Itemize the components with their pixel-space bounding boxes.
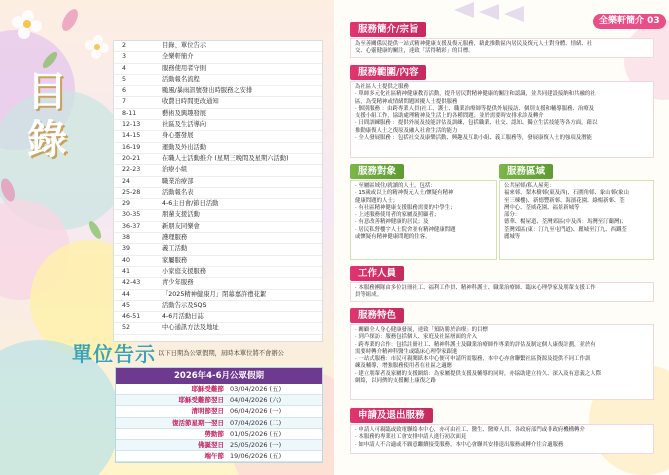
page-tag-label: 全樂軒簡介 bbox=[599, 16, 645, 26]
holiday-row bbox=[116, 418, 322, 429]
toc-row bbox=[114, 323, 322, 334]
toc-page: 22-23 bbox=[122, 166, 141, 174]
section-line: ‧ 一站式服務：市民可親閱紙本中心便可申請所需服務，本中心亦會聯繫社區資源及提供不同工作訓 bbox=[355, 356, 591, 363]
toc-title: 新朋友同樂會 bbox=[162, 222, 200, 230]
section-line: 或懷疑有精神健康問題的住客。 bbox=[355, 234, 431, 241]
toc-title: 活動報名流程 bbox=[162, 75, 200, 83]
section-line: ‧ 單師多元化社區精神健康教育活動，提升居民對精神健康的關注和認識，並共同建設接納和共融的社 bbox=[355, 91, 596, 98]
holiday-date: 03/04/2026 (五) bbox=[230, 385, 282, 393]
toc-page: 24 bbox=[122, 177, 131, 185]
section-line: 區，為受精神或情緒問題困擾人士提供服務 bbox=[355, 98, 458, 105]
toc-title: 身心靈發展 bbox=[162, 132, 194, 140]
toc-page: 40 bbox=[122, 256, 131, 264]
holiday-date: 07/04/2026 (二) bbox=[230, 418, 282, 427]
holiday-row bbox=[116, 406, 322, 417]
holiday-date: 25/05/2026 (一) bbox=[230, 440, 282, 449]
section-line: 支援小組工作，協助處理精神及生活上的各種問題；並於需要時安排求診及轉介 bbox=[355, 113, 544, 120]
notice-subtitle: 以下日期為公眾假期，屆時本單位將不會辦公 bbox=[158, 350, 284, 357]
toc-row bbox=[114, 154, 322, 165]
page-number: 03 bbox=[647, 16, 660, 26]
section-line: ‧ 有社區精神健康支援服務需要的中學生； bbox=[355, 204, 456, 211]
holiday-table-title: 2026年4-6月公眾假期 bbox=[116, 368, 322, 384]
toc-page: 12-13 bbox=[122, 121, 141, 129]
toc-page: 36-37 bbox=[122, 222, 141, 230]
toc-page: 42-43 bbox=[122, 279, 141, 287]
table-of-contents bbox=[113, 40, 323, 342]
toc-row bbox=[114, 301, 322, 312]
toc-row bbox=[114, 86, 322, 97]
section-line: ‧ 個別服務 ：由跨專業人員(社工、護士、職業治療師等提供外展接訪、個別支援和輔導服務、治療及 bbox=[355, 105, 595, 112]
toc-row bbox=[114, 199, 322, 210]
section-line: ‧ 居民私營樓宇人士院舍並有精神健康問題 bbox=[355, 226, 456, 233]
toc-title-char-2: 錄 bbox=[27, 116, 67, 163]
toc-page: 38 bbox=[122, 234, 131, 242]
page-tag bbox=[593, 14, 666, 29]
holiday-name: 耶穌受難節翌日 bbox=[178, 396, 224, 405]
toc-page: 16-19 bbox=[122, 143, 141, 151]
holiday-row bbox=[116, 429, 322, 440]
section-line: 健康問題的人士； bbox=[355, 197, 399, 204]
section-body-apply bbox=[350, 424, 654, 454]
section-title-apply: 申請及退出服務 bbox=[350, 408, 433, 423]
section-line: 灣中心、荃威花園、福景新城等 bbox=[504, 204, 580, 211]
toc-title-char-1: 目 bbox=[27, 68, 67, 115]
toc-page: 2 bbox=[122, 42, 127, 49]
toc-row bbox=[114, 75, 322, 86]
holiday-table bbox=[115, 367, 323, 463]
section-line: ‧ 至屬區域住/就讀的人士，包括： bbox=[355, 183, 436, 189]
toc-title: 護理服務 bbox=[162, 234, 188, 242]
toc-title: 活動報名表 bbox=[162, 188, 194, 196]
toc-row bbox=[114, 290, 322, 301]
toc-title: 颱風/暴雨訊號發出時服務之安排 bbox=[162, 87, 253, 95]
toc-title: 義工活動 bbox=[162, 245, 188, 253]
toc-row bbox=[114, 312, 322, 323]
notice-title: 單位告示 bbox=[72, 342, 156, 366]
toc-title: 家屬服務 bbox=[162, 256, 188, 264]
section-line: ‧ 申請人可親臨或致電聯絡本中心，亦可由社工、醫生、醫療人員、各政府部門或非政府機構轉介 bbox=[355, 427, 585, 433]
toc-title: 藝術及興趣發展 bbox=[162, 109, 207, 117]
toc-title: 服務使用者守則 bbox=[162, 64, 207, 72]
section-line: 為社區人士提供之服務 bbox=[355, 84, 409, 90]
section-title-staff: 工作人員 bbox=[350, 266, 404, 281]
toc-title: 全樂軒簡介 bbox=[162, 53, 194, 61]
toc-row bbox=[114, 177, 322, 188]
section-line: ‧ 到戶探訪：服務包括個人、家庭及社區層面的介入 bbox=[355, 334, 478, 341]
section-line: ‧ 日間訓練服務 ：提供外展及技能評估及訓練，包括職業、社交、認知、獨立生活技能等各方面，藉以 bbox=[355, 120, 598, 127]
section-title-mission: 服務簡介/宗旨 bbox=[350, 22, 426, 37]
toc-row bbox=[114, 41, 322, 52]
section-line: ‧ 如申請人不合適或不願意繼續接受服務，本中心會聯其安排退出服務或轉介往合適服務 bbox=[355, 441, 564, 448]
toc-page: 8-11 bbox=[122, 109, 137, 117]
toc-row bbox=[114, 278, 322, 289]
toc-title: 目錄、單位告示 bbox=[162, 42, 207, 49]
section-line: ‧ 有意改善精神健康的居民；及 bbox=[355, 219, 429, 226]
toc-row bbox=[114, 64, 322, 75]
holiday-row bbox=[116, 440, 322, 451]
section-title-features: 服務特色 bbox=[350, 308, 404, 323]
toc-page: 45 bbox=[122, 301, 131, 309]
toc-title: 活動告示及SQS bbox=[162, 301, 207, 309]
toc-title: 治療小組 bbox=[162, 166, 188, 174]
section-line: ‧ 本服務團隊由多位註冊社工、福利工作員、精神科護士、職業治療師、臨床心理學家及朋輩支援工作 bbox=[355, 285, 596, 291]
section-body-area bbox=[499, 180, 654, 260]
holiday-name: 耶穌受難節 bbox=[191, 385, 224, 393]
toc-title: 在職人士活動推介 (星期三晚間及星期六活動) bbox=[162, 154, 289, 162]
holiday-date: 04/04/2026 (六) bbox=[230, 396, 282, 405]
section-line: ‧ 跨專業的合作：包括註冊社工、精神科護士及職業治療師作專業的評估及制定個人康復計劃，並於有 bbox=[355, 341, 596, 348]
section-line: 網絡，以同儕的支援關上康復之路 bbox=[355, 378, 436, 385]
toc-row bbox=[114, 222, 322, 233]
toc-page: 39 bbox=[122, 245, 131, 253]
toc-row bbox=[114, 109, 322, 120]
holiday-row bbox=[116, 384, 322, 395]
toc-row bbox=[114, 165, 322, 176]
toc-page: 6 bbox=[122, 87, 127, 95]
section-line: 公共屋邨/私人屋苑： bbox=[504, 183, 555, 189]
section-line: ‧ 建立朋輩者及家屬的支援網絡：為家屬提供支援及輔導的同時，亦協助建立持久、深入及有意義之人際 bbox=[355, 370, 602, 377]
toc-title: 小家庭支援服務 bbox=[162, 267, 207, 275]
toc-title: 中心通訊方法及地址 bbox=[162, 324, 219, 332]
toc-title: 4-6月活動日誌 bbox=[162, 313, 204, 321]
toc-page: 20-21 bbox=[122, 154, 141, 162]
section-line: 麗城等 bbox=[504, 234, 521, 241]
toc-row bbox=[114, 244, 322, 255]
toc-page: 52 bbox=[122, 324, 131, 332]
section-body-mission bbox=[350, 38, 654, 58]
toc-page: 5 bbox=[122, 75, 127, 83]
holiday-name: 清明節翌日 bbox=[191, 407, 224, 416]
section-body-features bbox=[350, 324, 654, 400]
toc-title: 4-6主日會/節日活動 bbox=[162, 200, 219, 208]
toc-row bbox=[114, 267, 322, 278]
toc-title: 青少年服務 bbox=[162, 279, 194, 287]
section-title-target: 服務對象 bbox=[350, 164, 404, 179]
holiday-row bbox=[116, 395, 322, 406]
toc-page: 14-15 bbox=[122, 132, 141, 140]
section-line: ‧ 上述服務使用者的家屬及照顧者； bbox=[355, 212, 440, 219]
toc-row bbox=[114, 210, 322, 221]
toc-title: 社區及生活導向 bbox=[162, 121, 207, 129]
section-line: 德華、楊屋道、荃灣郊區(中及西：馬灣至汀蘭灣)、 bbox=[504, 219, 627, 226]
section-body-scope bbox=[350, 81, 654, 158]
section-line: 需要時轉介精神科醫生或臨床心理學家跟進 bbox=[355, 348, 458, 355]
toc-title: 朋輩支援活動 bbox=[162, 211, 200, 219]
toc-page: 30-35 bbox=[122, 211, 141, 219]
left-page bbox=[0, 0, 334, 475]
toc-page: 7 bbox=[122, 98, 127, 106]
toc-row bbox=[114, 131, 322, 142]
holiday-name: 端午節 bbox=[204, 452, 224, 461]
holiday-date: 06/04/2026 (一) bbox=[230, 407, 282, 416]
section-line: ‧ 15歲或以上的精神復元人士/懷疑有精神 bbox=[355, 190, 454, 197]
section-line: 至三棟樓)、新德豐新邨、海濱花園、綠楊新邨、荃 bbox=[504, 197, 625, 204]
holiday-name: 佛誕翌日 bbox=[198, 440, 224, 449]
section-line: 部分： bbox=[504, 212, 521, 219]
holiday-name: 勞動節 bbox=[204, 429, 224, 438]
section-line: 荃灣郊區(東：汀九至屯門道)、麗城至汀九、西鐵荃 bbox=[504, 226, 627, 233]
section-line: 員等組成。 bbox=[355, 292, 382, 299]
section-line: ‧ 關顧全人身心健康發展，達致「預防勝於治療」的目標 bbox=[355, 327, 488, 333]
section-line: 推動康復人士之復原及融入社會生活的能力 bbox=[355, 127, 458, 134]
toc-title: 「2025精神健康月」閉幕嘉許禮花絮 bbox=[162, 290, 267, 298]
toc-page: 46-51 bbox=[122, 313, 141, 321]
holiday-date: 01/05/2026 (五) bbox=[230, 429, 282, 438]
section-title-area: 服務區域 bbox=[499, 164, 553, 179]
toc-row bbox=[114, 52, 322, 63]
toc-row bbox=[114, 188, 322, 199]
holiday-row bbox=[116, 451, 322, 462]
right-page bbox=[334, 0, 669, 475]
toc-page: 3 bbox=[122, 53, 127, 61]
toc-page: 29 bbox=[122, 200, 131, 208]
section-line: 福來邨、梨木樹邨(東及西)、石圍角邨、象山邨(象山 bbox=[504, 190, 629, 197]
toc-title: 運動及外出活動 bbox=[162, 143, 207, 151]
section-line: 交、心靈健康的關注，達致「活得精彩」的目標。 bbox=[355, 48, 474, 55]
section-body-staff bbox=[350, 282, 654, 302]
toc-page: 41 bbox=[122, 267, 131, 275]
section-body-target bbox=[350, 180, 497, 260]
toc-row bbox=[114, 97, 322, 108]
toc-page: 25-28 bbox=[122, 188, 141, 196]
holiday-name: 復活節星期一翌日 bbox=[172, 418, 224, 427]
section-title-scope: 服務範圍/內容 bbox=[350, 65, 426, 80]
toc-title: 收費日時間更改通知 bbox=[162, 98, 219, 106]
toc-title: 職業治療部 bbox=[162, 177, 194, 185]
section-line: ‧ 本服務的專業社工會安排申請人進行初次面見 bbox=[355, 434, 467, 441]
toc-row bbox=[114, 256, 322, 267]
section-line: 為至善關係民提供一站式精神健康支援及復元服務，藉此推動區內居民及復元人士對身體、情緒、社 bbox=[355, 41, 593, 47]
toc-page: 4 bbox=[122, 64, 127, 72]
toc-page: 44 bbox=[122, 290, 131, 298]
toc-row bbox=[114, 120, 322, 131]
section-line: 練及輔導，增強服務使用者在社區之適應 bbox=[355, 363, 453, 370]
section-line: ‧ 全人發展服務 ：包括社交及康樂活動、興趣及互助小組、義工服務等，發展康復人士的強項及潛能 bbox=[355, 135, 592, 142]
toc-row bbox=[114, 233, 322, 244]
holiday-date: 19/06/2026 (五) bbox=[230, 452, 282, 461]
toc-row bbox=[114, 143, 322, 154]
